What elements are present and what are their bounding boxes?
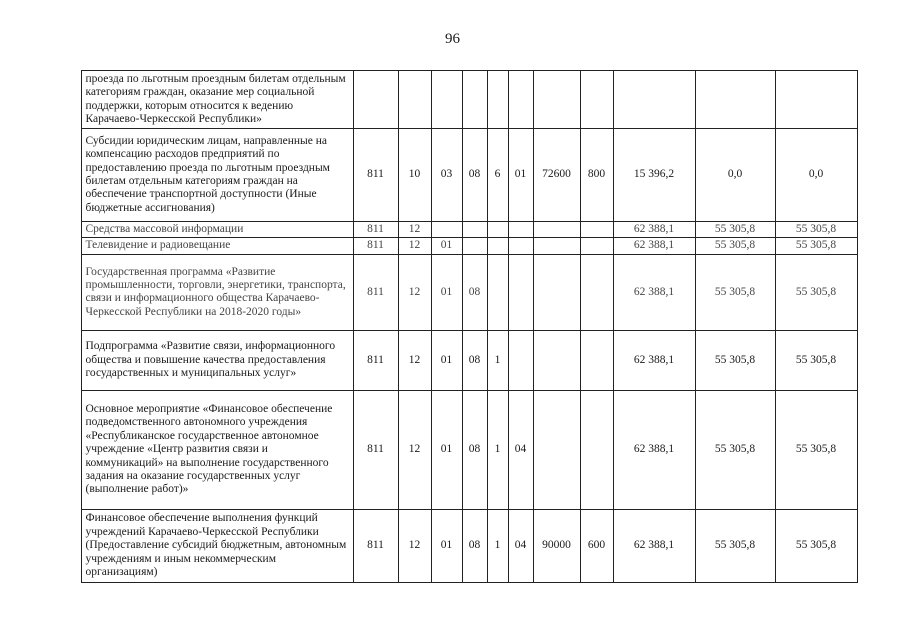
cell-year-2 (695, 71, 775, 129)
cell-year-1 (613, 71, 695, 129)
cell-year-1: 62 388,1 (613, 509, 695, 582)
cell-csr-1: 08 (462, 254, 487, 330)
table-row (51, 238, 857, 254)
cell-csr-1 (462, 222, 487, 238)
cell-pr (431, 71, 462, 129)
cell-csr-4 (533, 71, 580, 129)
cell-year-1: 62 388,1 (613, 330, 695, 390)
cell-year-2: 55 305,8 (695, 254, 775, 330)
cell-vr (580, 71, 613, 129)
cell-csr-3 (508, 254, 533, 330)
cell-ved: 811 (353, 330, 398, 390)
cell-pr: 03 (431, 129, 462, 222)
cell-csr-4: 72600 (533, 129, 580, 222)
cell-vr (580, 254, 613, 330)
cell-year-1: 15 396,2 (613, 129, 695, 222)
cell-csr-1 (462, 238, 487, 254)
cell-rz: 12 (398, 238, 431, 254)
cell-year-2: 55 305,8 (695, 238, 775, 254)
cell-csr-4: 90000 (533, 509, 580, 582)
cell-rz: 12 (398, 222, 431, 238)
cell-year-3 (775, 71, 857, 129)
table-row (51, 129, 857, 222)
margin-cell (51, 254, 81, 330)
cell-rz: 12 (398, 390, 431, 509)
cell-vr: 800 (580, 129, 613, 222)
cell-csr-1: 08 (462, 390, 487, 509)
cell-pr: 01 (431, 238, 462, 254)
cell-csr-2: 1 (487, 390, 508, 509)
cell-rz: 12 (398, 509, 431, 582)
margin-cell (51, 390, 81, 509)
cell-year-1: 62 388,1 (613, 222, 695, 238)
row-name: Финансовое обеспечение выполнения функций учреждений Карачаево-Черкесской Республики (Предоставление субсидий бюджетным, автономным учреждениям и иным некоммерческим организациям) (81, 509, 353, 582)
row-name: проезда по льготным проездным билетам отдельным категориям граждан, оказание мер социальной поддержки, которым относится к ведению Карачаево-Черкесской Республики» (81, 71, 353, 129)
cell-rz: 12 (398, 330, 431, 390)
cell-pr: 01 (431, 254, 462, 330)
cell-pr: 01 (431, 330, 462, 390)
row-name: Средства массовой информации (81, 222, 353, 238)
cell-year-1: 62 388,1 (613, 254, 695, 330)
cell-year-2: 55 305,8 (695, 509, 775, 582)
cell-year-2: 55 305,8 (695, 222, 775, 238)
row-name: Основное мероприятие «Финансовое обеспечение подведомственного автономного учреждения «Республиканское государственное автономное учреждение «Центр развития связи и коммуникаций» на выполнение государственного задания на оказание государственных услуг (выполнение работ)» (81, 390, 353, 509)
cell-csr-2 (487, 254, 508, 330)
cell-year-3: 55 305,8 (775, 330, 857, 390)
cell-vr: 600 (580, 509, 613, 582)
cell-year-3: 55 305,8 (775, 390, 857, 509)
table-row (51, 330, 857, 390)
cell-pr: 01 (431, 509, 462, 582)
cell-ved: 811 (353, 509, 398, 582)
cell-csr-2: 1 (487, 509, 508, 582)
cell-rz (398, 71, 431, 129)
cell-csr-4 (533, 238, 580, 254)
cell-year-2: 55 305,8 (695, 330, 775, 390)
cell-year-3: 55 305,8 (775, 254, 857, 330)
row-name: Подпрограмма «Развитие связи, информационного общества и повышение качества предоставления государственных и муниципальных услуг» (81, 330, 353, 390)
cell-vr (580, 222, 613, 238)
table-row (51, 390, 857, 509)
cell-vr (580, 238, 613, 254)
cell-csr-4 (533, 330, 580, 390)
cell-pr: 01 (431, 390, 462, 509)
cell-csr-3: 04 (508, 390, 533, 509)
cell-csr-1 (462, 71, 487, 129)
margin-cell (51, 330, 81, 390)
cell-csr-2 (487, 222, 508, 238)
row-name: Телевидение и радиовещание (81, 238, 353, 254)
cell-ved (353, 71, 398, 129)
table-row (51, 509, 857, 582)
cell-ved: 811 (353, 129, 398, 222)
cell-year-3: 55 305,8 (775, 238, 857, 254)
cell-csr-1: 08 (462, 509, 487, 582)
cell-rz: 12 (398, 254, 431, 330)
margin-cell (51, 222, 81, 238)
cell-ved: 811 (353, 238, 398, 254)
cell-csr-2 (487, 238, 508, 254)
cell-csr-3 (508, 330, 533, 390)
cell-csr-3 (508, 238, 533, 254)
cell-year-3: 0,0 (775, 129, 857, 222)
table-row (51, 254, 857, 330)
cell-csr-4 (533, 390, 580, 509)
cell-rz: 10 (398, 129, 431, 222)
cell-csr-4 (533, 222, 580, 238)
cell-pr (431, 222, 462, 238)
cell-year-3: 55 305,8 (775, 222, 857, 238)
cell-csr-3: 01 (508, 129, 533, 222)
cell-year-1: 62 388,1 (613, 390, 695, 509)
cell-csr-1: 08 (462, 330, 487, 390)
cell-year-3: 55 305,8 (775, 509, 857, 582)
margin-cell (51, 509, 81, 582)
cell-ved: 811 (353, 390, 398, 509)
cell-csr-2: 6 (487, 129, 508, 222)
cell-year-1: 62 388,1 (613, 238, 695, 254)
cell-csr-1: 08 (462, 129, 487, 222)
table-row (51, 71, 857, 129)
budget-table (51, 70, 858, 583)
cell-year-2: 55 305,8 (695, 390, 775, 509)
cell-vr (580, 330, 613, 390)
cell-year-2: 0,0 (695, 129, 775, 222)
table-row (51, 222, 857, 238)
cell-csr-3: 04 (508, 509, 533, 582)
cell-ved: 811 (353, 254, 398, 330)
cell-ved: 811 (353, 222, 398, 238)
cell-csr-2 (487, 71, 508, 129)
row-name: Государственная программа «Развитие промышленности, торговли, энергетики, транспорта, связи и информационного общества Карачаево-Черкесской Республики на 2018-2020 годы» (81, 254, 353, 330)
cell-vr (580, 390, 613, 509)
page-number: 96 (445, 31, 460, 47)
cell-csr-4 (533, 254, 580, 330)
margin-cell (51, 129, 81, 222)
margin-cell (51, 238, 81, 254)
cell-csr-2: 1 (487, 330, 508, 390)
cell-csr-3 (508, 71, 533, 129)
cell-csr-3 (508, 222, 533, 238)
row-name: Субсидии юридическим лицам, направленные на компенсацию расходов предприятий по предоставлению проезда по льготным проездным билетам отдельным категориям граждан на обеспечение транспортной доступности (Иные бюджетные ассигнования) (81, 129, 353, 222)
margin-cell (51, 71, 81, 129)
